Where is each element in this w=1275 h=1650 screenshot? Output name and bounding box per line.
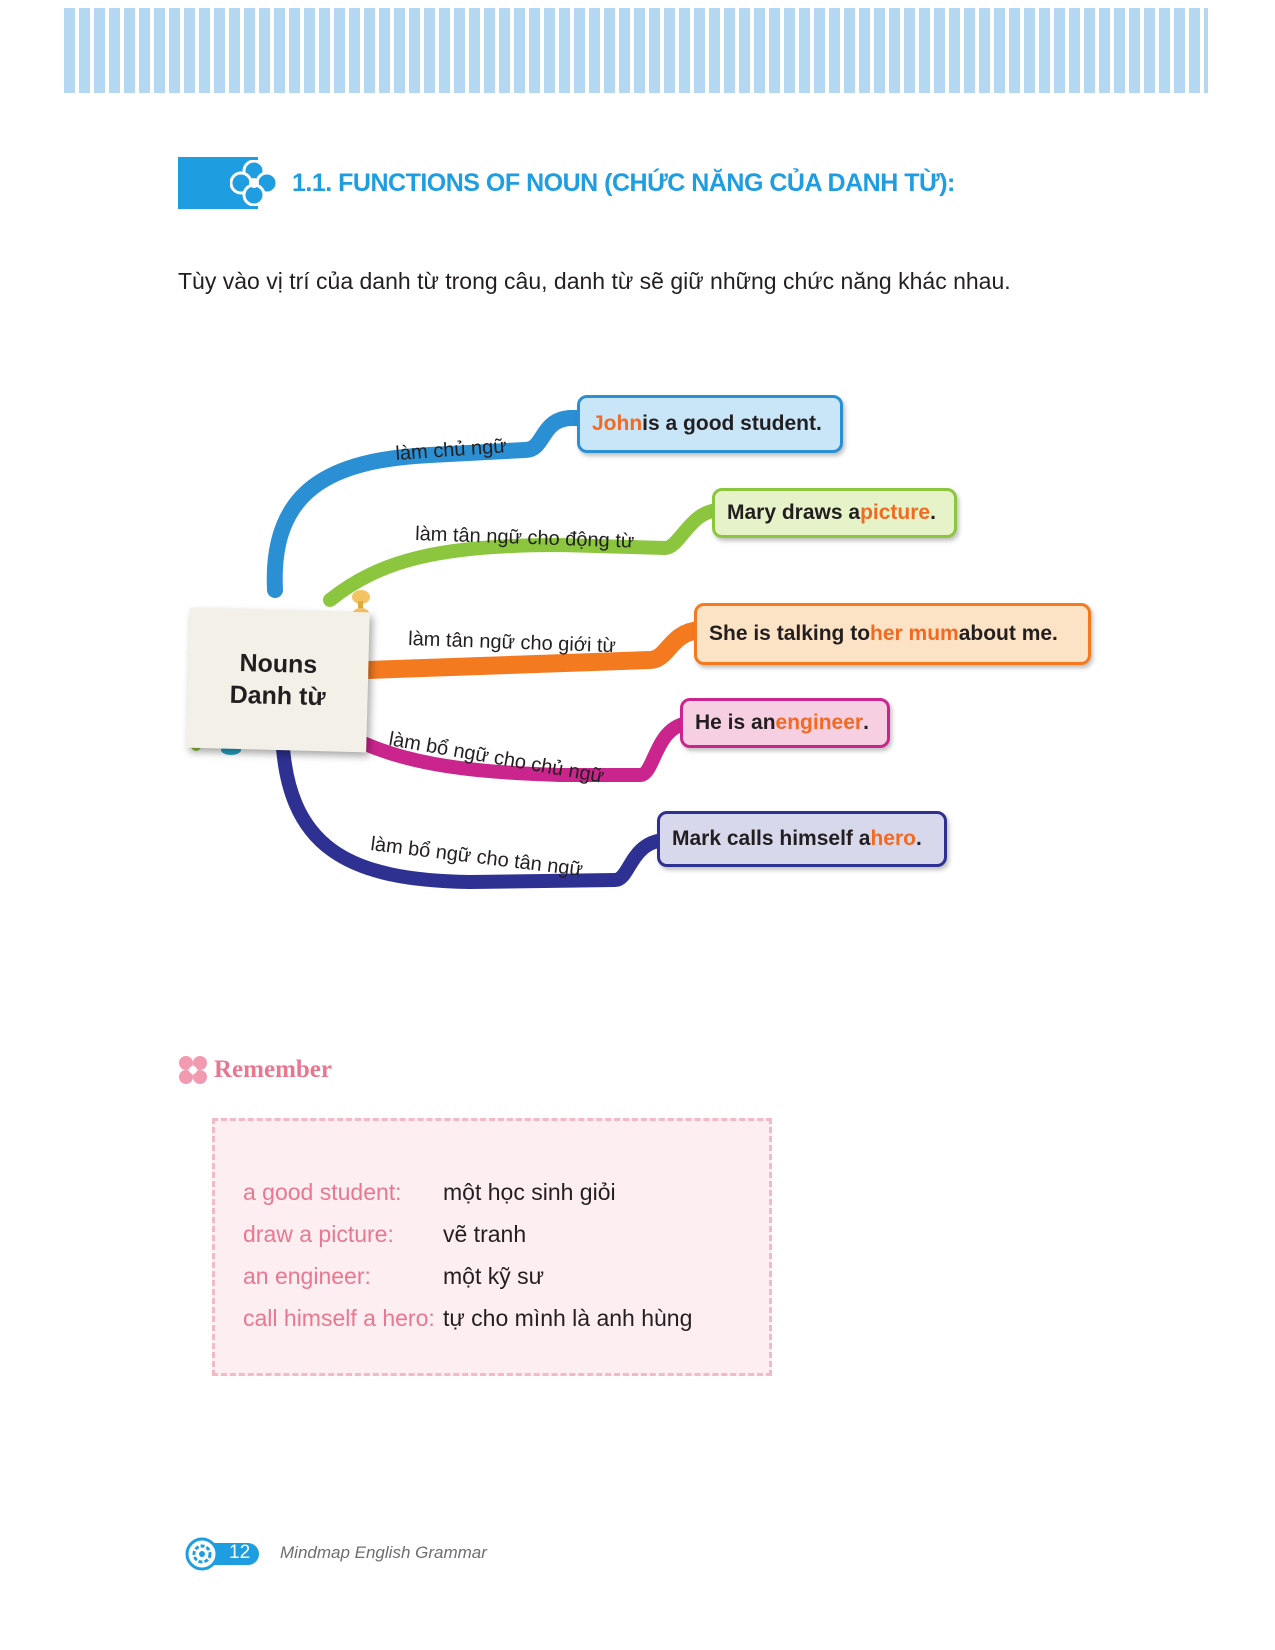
flower-icon bbox=[178, 1055, 208, 1085]
center-note-subtitle: Danh từ bbox=[229, 680, 326, 712]
example-box-prep-object: She is talking to her mum about me. bbox=[694, 603, 1091, 665]
highlight-word: engineer bbox=[775, 711, 864, 734]
vocab-meaning: tự cho mình là anh hùng bbox=[443, 1304, 693, 1331]
vocab-term: call himself a hero: bbox=[243, 1304, 435, 1331]
book-title: Mindmap English Grammar bbox=[280, 1543, 487, 1562]
center-note bbox=[186, 608, 370, 753]
vocab-term: an engineer: bbox=[243, 1262, 371, 1289]
remember-title: Remember bbox=[214, 1056, 332, 1083]
vocab-meaning: vẽ tranh bbox=[443, 1220, 527, 1247]
example-box-verb-object: Mary draws a picture . bbox=[712, 488, 957, 538]
page-footer bbox=[185, 1537, 525, 1567]
intro-text: Tùy vào vị trí của danh từ trong câu, danh từ sẽ giữ những chức năng khác nhau. bbox=[178, 268, 1011, 294]
vocab-list bbox=[243, 1171, 692, 1339]
highlight-word: hero bbox=[870, 827, 916, 850]
page-number: 12 bbox=[229, 1542, 251, 1563]
header-stripes bbox=[64, 8, 1208, 93]
example-box-object-complement: Mark calls himself a hero . bbox=[657, 811, 947, 867]
vocab-term: draw a picture: bbox=[243, 1220, 394, 1247]
vocab-row bbox=[243, 1297, 692, 1339]
branch-label-verb-object: làm tân ngữ cho động từ bbox=[414, 523, 635, 553]
remember-heading bbox=[178, 1055, 332, 1085]
branch-label-subject-complement: làm bổ ngữ cho chủ ngữ bbox=[387, 728, 606, 788]
center-note-title: Nouns bbox=[239, 648, 318, 680]
vocab-term: a good student: bbox=[243, 1178, 402, 1205]
branch-label-object-complement: làm bổ ngữ cho tân ngữ bbox=[369, 833, 585, 881]
vocab-meaning: một kỹ sư bbox=[443, 1262, 545, 1289]
example-box-subject-complement: He is an engineer . bbox=[680, 698, 890, 748]
example-box-subject: John is a good student. bbox=[577, 395, 843, 453]
vocab-row bbox=[243, 1213, 692, 1255]
branch-label-prep-object: làm tân ngữ cho giới từ bbox=[407, 628, 617, 658]
noun-mindmap bbox=[0, 380, 1275, 940]
vocab-meaning: một học sinh giỏi bbox=[443, 1178, 616, 1205]
highlight-word: John bbox=[592, 412, 643, 435]
highlight-word: her mum bbox=[870, 622, 959, 645]
branch-label-subject: làm chủ ngữ bbox=[394, 435, 508, 465]
section-title: 1.1. FUNCTIONS OF NOUN (CHỨC NĂNG CỦA DANH TỪ): bbox=[292, 169, 955, 197]
vocab-row bbox=[243, 1171, 692, 1213]
clover-icon bbox=[230, 160, 278, 206]
branch-line-verb-object bbox=[330, 510, 720, 600]
gear-icon bbox=[185, 1537, 219, 1571]
vocab-row bbox=[243, 1255, 692, 1297]
remember-box bbox=[212, 1118, 772, 1376]
section-heading bbox=[178, 157, 998, 209]
highlight-word: picture bbox=[860, 501, 931, 524]
